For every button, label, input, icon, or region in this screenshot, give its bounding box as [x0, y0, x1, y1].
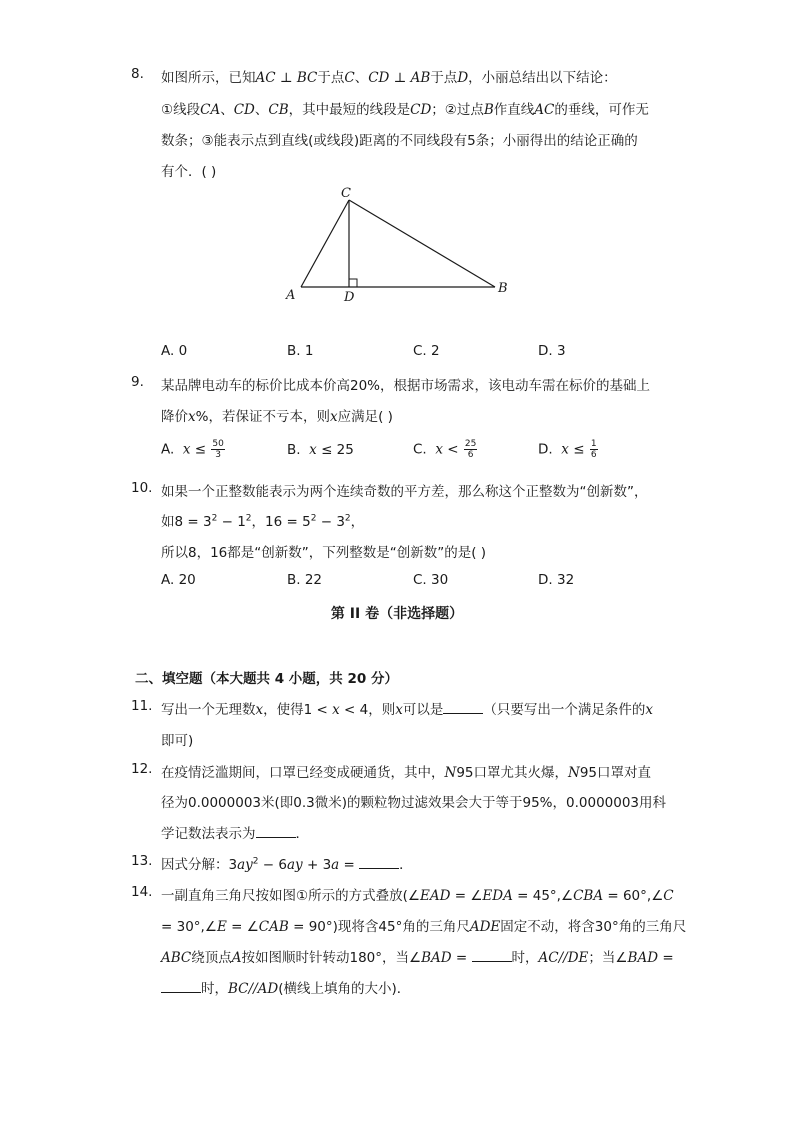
q10-option-b[interactable]: B. 22 — [287, 572, 323, 588]
label-d: D — [344, 290, 355, 305]
q10-option-c[interactable]: C. 30 — [413, 572, 449, 588]
q12-line3: 学记数法表示为 ． — [161, 826, 309, 842]
label-b: B — [498, 281, 508, 296]
q9-option-b[interactable]: B. x ≤ 25 — [287, 442, 354, 458]
q10-option-a[interactable]: A. 20 — [161, 572, 196, 588]
right-angle-mark — [349, 279, 357, 287]
q14-line4: 时，BC//AD(横线上填角的大小)． — [161, 977, 410, 997]
q10-option-d[interactable]: D. 32 — [538, 572, 575, 588]
question-number: 14. — [131, 884, 153, 900]
q9-option-a[interactable]: A. x ≤ $\frac{50}{3}$ — [161, 439, 224, 460]
question-number: 13. — [131, 853, 153, 869]
question-number: 11. — [131, 698, 153, 714]
question-number: 9. — [131, 374, 144, 390]
answer-blank[interactable] — [359, 856, 399, 869]
q8-option-b[interactable]: B. 1 — [287, 343, 314, 359]
q8-option-c[interactable]: C. 2 — [413, 343, 440, 359]
answer-blank[interactable] — [472, 949, 512, 962]
q10-line1: 如果一个正整数能表示为两个连续奇数的平方差，那么称这个正整数为“创新数”， — [161, 484, 648, 500]
q11-line1: 写出一个无理数x，使得1 < x < 4，则x可以是 （只要写出一个满足条件的x — [161, 702, 653, 718]
q9-line1: 某品牌电动车的标价比成本价高20%，根据市场需求，该电动车需在标价的基础上 — [161, 378, 651, 394]
q10-line3: 所以8，16都是“创新数”，下列整数是“创新数”的是( ) — [161, 545, 487, 561]
q9-option-c[interactable]: C. x < $\frac{25}{6}$ — [413, 439, 477, 460]
q11-line2: 即可) — [161, 733, 194, 749]
question-number: 10. — [131, 480, 153, 496]
q8-line1: 如图所示，已知AC ⊥ BC于点C、CD ⊥ AB于点D，小丽总结出以下结论： — [161, 70, 617, 86]
answer-blank[interactable] — [161, 980, 201, 993]
segment-cb — [349, 200, 495, 287]
label-c: C — [341, 186, 351, 201]
q8-line4: 有个．( ) — [161, 164, 217, 180]
q14-line2: = 30°,∠E = ∠CAB = 90°)现将含45°角的三角尺ADE固定不动，将含30°角的三角尺 — [161, 919, 687, 935]
triangle-figure — [280, 182, 520, 306]
part-2-title: 第 II 卷（非选择题） — [330, 606, 464, 622]
answer-blank[interactable] — [256, 825, 296, 838]
q8-option-d[interactable]: D. 3 — [538, 343, 566, 359]
question-number: 8. — [131, 66, 144, 82]
q14-line3: ABC绕顶点A按如图顺时针转动180°，当∠BAD = 时，AC//DE；当∠BAD = — [161, 950, 674, 966]
q14-line1: 一副直角三角尺按如图①所示的方式叠放(∠EAD = ∠EDA = 45°,∠CBA = 60°,∠C — [161, 888, 674, 904]
answer-blank[interactable] — [443, 701, 483, 714]
q8-line2: ①线段CA、CD、CB，其中最短的线段是CD；②过点B作直线AC的垂线，可作无 — [161, 102, 649, 118]
q10-line2: 如$8 = 3^2 - 1^2$，$16 = 5^2 - 3^2$， — [161, 513, 365, 530]
q13-line1: 因式分解：$3ay^2 - 6ay + 3a$ = ． — [161, 856, 413, 873]
q8-line3: 数条；③能表示点到直线(或线段)距离的不同线段有5条；小丽得出的结论正确的 — [161, 133, 638, 149]
q12-line1: 在疫情泛滥期间，口罩已经变成硬通货，其中，N95口罩尤其火爆，N95口罩对直 — [161, 765, 651, 781]
q12-line2: 径为0.0000003米(即0.3微米)的颗粒物过滤效果会大于等于95%，0.0000003用科 — [161, 795, 667, 811]
section-2-title: 二、填空题（本大题共 4 小题，共 20 分） — [135, 671, 398, 687]
question-number: 12. — [131, 761, 153, 777]
segment-ac — [301, 200, 349, 287]
q9-line2: 降价x%，若保证不亏本，则x应满足( ) — [161, 409, 393, 425]
q8-option-a[interactable]: A. 0 — [161, 343, 188, 359]
q9-option-d[interactable]: D. x ≤ $\frac{1}{6}$ — [538, 439, 597, 460]
label-a: A — [286, 288, 296, 303]
